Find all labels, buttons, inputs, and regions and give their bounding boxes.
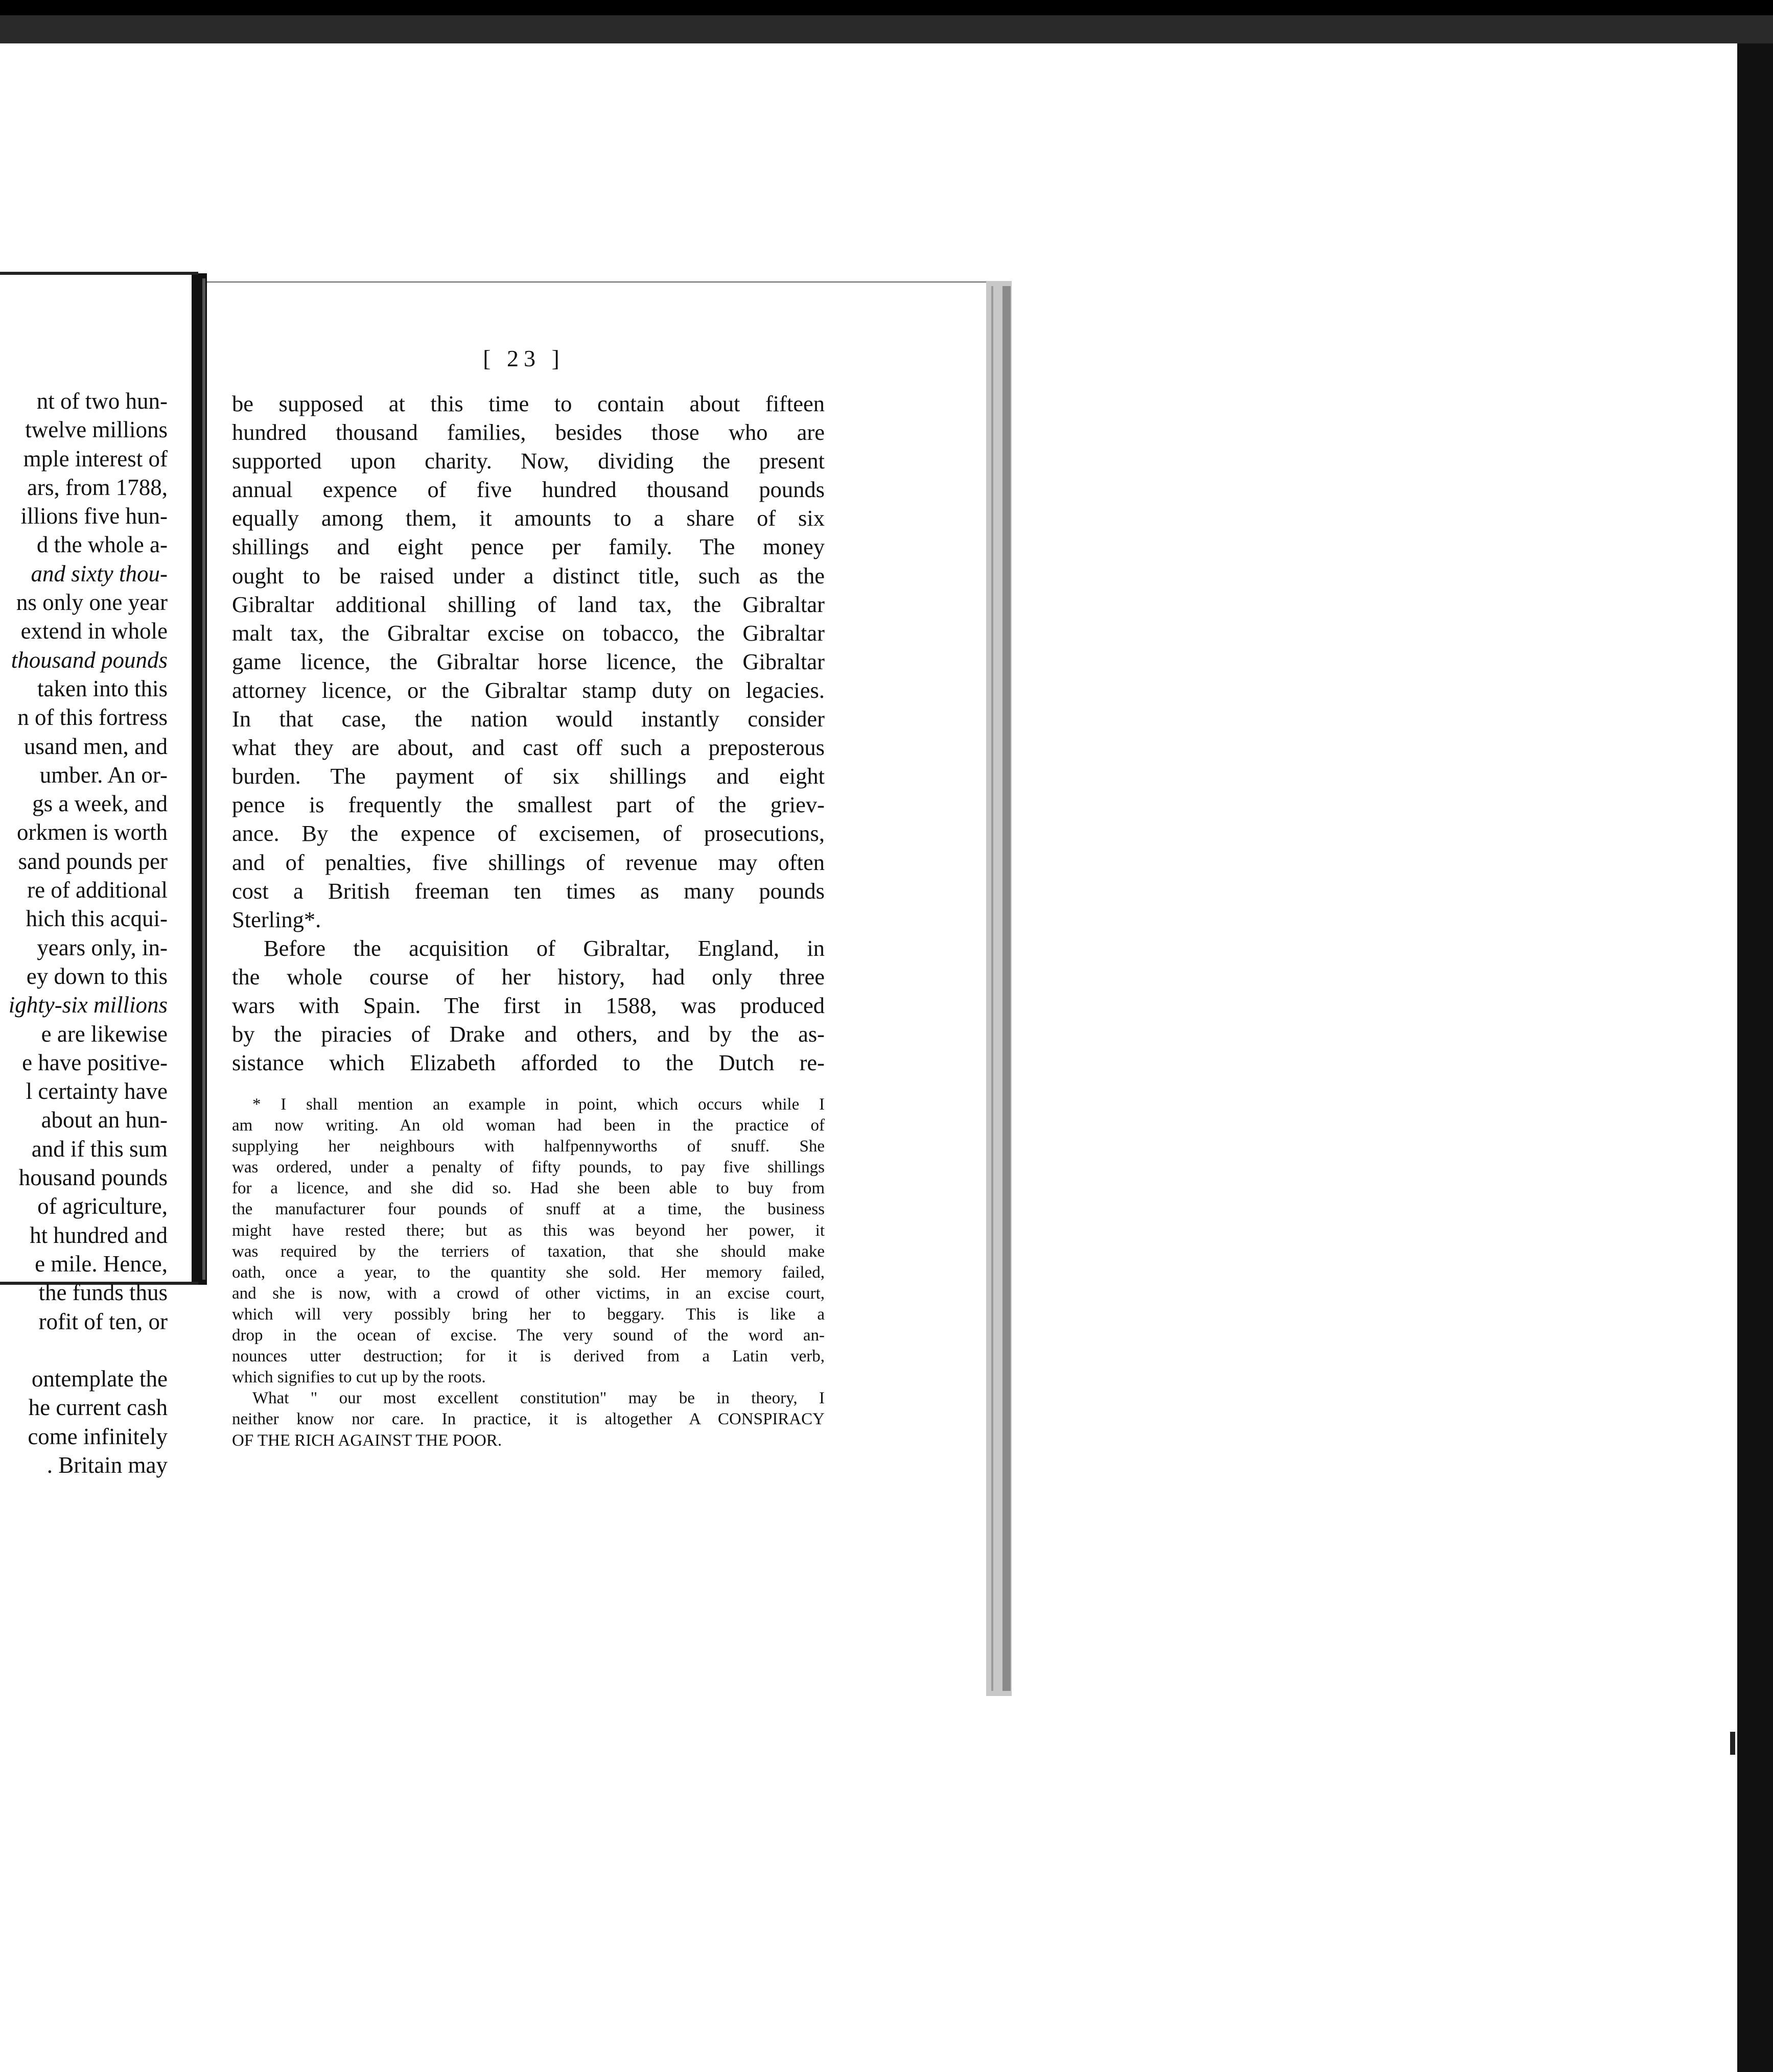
text-line: sand pounds per	[18, 848, 168, 874]
footnote-line: am now writing. An old woman had been in the practice of	[232, 1116, 825, 1135]
text-line: ance. By the expence of excisemen, of prosecutions,	[232, 820, 825, 846]
footnote-line: drop in the ocean of excise. The very sound of the word an-	[232, 1326, 825, 1345]
text-line: taken into this	[37, 675, 168, 701]
text-line: cost a British freeman ten times as many pounds	[232, 878, 825, 904]
text-line: e mile. Hence,	[35, 1251, 168, 1277]
text-line: illions five hun-	[20, 503, 168, 529]
text-line: game licence, the Gibraltar horse licence, the Gibraltar	[232, 648, 825, 674]
text-line: about an hun-	[41, 1107, 168, 1133]
text-line: re of additional	[27, 877, 168, 903]
text-line: equally among them, it amounts to a share of six	[232, 505, 825, 531]
left-page	[0, 273, 198, 1478]
text-line: the funds thus	[38, 1280, 168, 1306]
text-line: d the whole a-	[36, 532, 168, 558]
text-line: years only, in-	[37, 934, 168, 960]
text-line: shillings and eight pence per family. The money	[232, 534, 825, 560]
footnote-line: might have rested there; but as this was beyond her power, it	[232, 1221, 825, 1240]
footnote-line: What " our most excellent constitution" may be in theory, I	[252, 1389, 825, 1408]
text-line: annual expence of five hundred thousand pounds	[232, 477, 825, 503]
footnote-line: was ordered, under a penalty of fifty pounds, to pay five shillings	[232, 1158, 825, 1177]
right-dark-edge	[1737, 43, 1773, 2072]
text-line: what they are about, and cast off such a preposterous	[232, 735, 825, 761]
text-line: ey down to this	[26, 963, 168, 989]
top-gray-band	[0, 15, 1773, 43]
text-line: usand men, and	[24, 733, 168, 759]
footnote-line: which signifies to cut up by the roots.	[232, 1368, 486, 1387]
page-spine-highlight	[202, 278, 205, 1280]
text-line: ns only one year	[16, 590, 168, 616]
footnote-line: the manufacturer four pounds of snuff at a time, the business	[232, 1200, 825, 1219]
text-line: by the piracies of Drake and others, and by the as-	[232, 1021, 825, 1047]
text-line: In that case, the nation would instantly consider	[232, 706, 825, 732]
text-line: gs a week, and	[32, 791, 168, 817]
text-line: come infinitely	[28, 1423, 168, 1449]
text-line: he current cash	[28, 1395, 168, 1421]
text-line: n of this fortress	[17, 704, 168, 731]
body-text	[232, 389, 825, 1077]
text-line: be supposed at this time to contain about fifteen	[232, 391, 825, 416]
text-line: nt of two hun-	[36, 388, 168, 414]
footnote-line: supplying her neighbours with halfpennyworths of snuff. She	[232, 1137, 825, 1156]
footnote-line: nounces utter destruction; for it is derived from a Latin verb,	[232, 1347, 825, 1366]
text-line: the whole course of her history, had only three	[232, 963, 825, 990]
text-line: ought to be raised under a distinct title, such as the	[232, 562, 825, 588]
text-line: e have positive-	[22, 1049, 168, 1075]
footnote-line: oath, once a year, to the quantity she sold. Her memory failed,	[232, 1263, 825, 1282]
text-line: e are likewise	[41, 1021, 168, 1047]
text-line: ontemplate the	[31, 1366, 168, 1392]
text-line: hich this acqui-	[26, 906, 168, 932]
text-line: burden. The payment of six shillings and eight	[232, 763, 825, 789]
text-line: extend in whole	[20, 618, 168, 644]
left-page-text	[0, 387, 168, 1479]
top-black-band	[0, 0, 1773, 15]
footnote-line: for a licence, and she did so. Had she been able to buy from	[232, 1179, 825, 1198]
text-line: Before the acquisition of Gibraltar, England, in	[264, 935, 825, 961]
text-line: of agriculture,	[37, 1193, 168, 1219]
text-line: thousand pounds	[11, 647, 168, 673]
footnote-line: OF THE RICH AGAINST THE POOR.	[232, 1431, 502, 1450]
text-line: . Britain may	[46, 1452, 168, 1478]
text-line: orkmen is worth	[17, 819, 168, 845]
text-line: malt tax, the Gibraltar excise on tobacco, the Gibraltar	[232, 620, 825, 646]
text-line: mple interest of	[23, 445, 168, 472]
text-line: l certainty have	[26, 1078, 168, 1104]
text-line: sistance which Elizabeth afforded to the Dutch re-	[232, 1050, 825, 1076]
text-line: twelve millions	[25, 417, 168, 443]
text-line: ighty-six millions	[8, 992, 168, 1018]
text-line: ht hundred and	[30, 1222, 168, 1248]
text-line: and if this sum	[31, 1136, 168, 1162]
text-line: and of penalties, five shillings of revenue may often	[232, 849, 825, 875]
text-line: housand pounds	[18, 1165, 168, 1191]
footnote-line: neither know nor care. In practice, it is altogether A CONSPIRACY	[232, 1410, 825, 1429]
footnote-line: and she is now, with a crowd of other victims, in an excise court,	[232, 1284, 825, 1303]
text-line: wars with Spain. The first in 1588, was produced	[232, 992, 825, 1018]
right-page	[220, 281, 1001, 1711]
text-line: rofit of ten, or	[38, 1308, 168, 1334]
page-number: [ 23 ]	[483, 345, 565, 371]
text-line: attorney licence, or the Gibraltar stamp duty on legacies.	[232, 677, 825, 703]
text-line: and sixty thou-	[31, 560, 168, 586]
footnote-line: which will very possibly bring her to beggary. This is like a	[232, 1305, 825, 1324]
footnote-line: was required by the terriers of taxation, that she should make	[232, 1242, 825, 1261]
text-line: pence is frequently the smallest part of the griev-	[232, 792, 825, 818]
text-line: hundred thousand families, besides those who are	[232, 419, 825, 445]
right-edge-mark	[1730, 1732, 1735, 1755]
text-line: umber. An or-	[39, 762, 168, 788]
text-line: ars, from 1788,	[27, 474, 168, 500]
text-line: Sterling*.	[232, 906, 321, 932]
blank-line	[0, 1336, 168, 1364]
text-line: supported upon charity. Now, dividing the present	[232, 448, 825, 474]
text-line: Gibraltar additional shilling of land tax, the Gibraltar	[232, 591, 825, 617]
right-page-fore-edge-dark	[1002, 286, 1011, 1691]
footnote-line: * I shall mention an example in point, which occurs while I	[252, 1095, 825, 1114]
footnote	[232, 1094, 825, 1451]
